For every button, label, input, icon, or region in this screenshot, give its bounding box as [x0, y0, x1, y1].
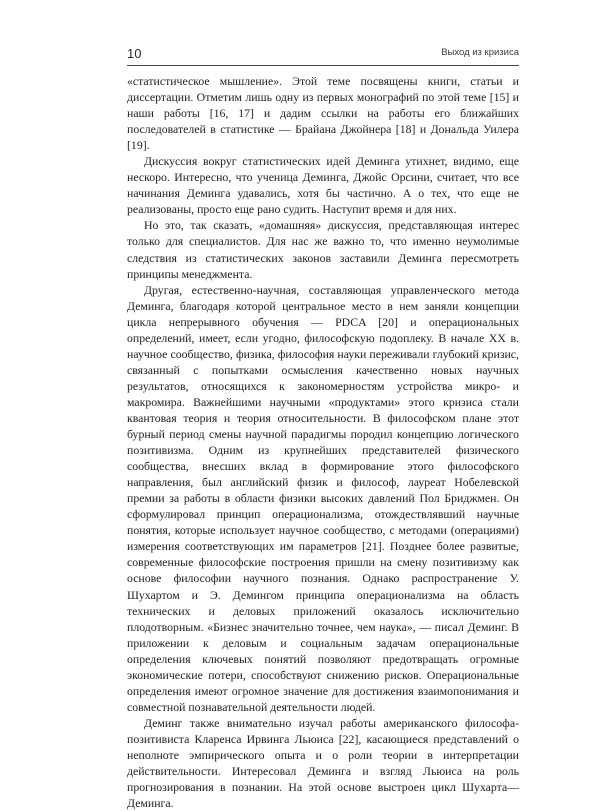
paragraph-3: Но это, так сказать, «домашняя» дискуссия, представляющая интерес только для специалистов. Для нас же важно то, что именно неумолимые следствия из статистических законов заставили Деминга пересмотреть принципы менеджмента.	[127, 218, 519, 281]
running-title: Выход из кризиса	[441, 47, 519, 58]
paragraph-1: «статистическое мышление». Этой теме посвящены книги, статьи и диссертации. Отметим лишь одну из первых монографий по этой теме [15] и наши работы [16, 17] и дадим ссылки на работы его ближайших последователей в статистике — Брайана Джойнера [18] и Дональда Уилера [19].	[127, 74, 519, 153]
paragraph-2: Дискуссия вокруг статистических идей Деминга утихнет, видимо, еще нескоро. Интересно, что ученица Деминга, Джойс Орсини, считает, что все начинания Деминга удавались, хотя бы частично. А о тех, что еще не реализованы, просто еще рано судить. Наступит время и для них.	[127, 154, 519, 217]
paragraph-4: Другая, естественно-научная, составляющая управленческого метода Деминга, благодаря которой центральное место в нем заняли концепции цикла непрерывного обучения — PDCA [20] и операциональных определений, имеет, если угодно, философскую подоплеку. В начале XX в. научное сообщество, физика, философия науки переживали глубокий кризис, связанный с попытками осмысления качественно новых научных результатов, относящихся к закономерностям устройства микро- и макромира. Важнейшими научными «продуктами» этого кризиса стали квантовая теория и теория относительности. В философском плане этот бурный период смены научной парадигмы породил концепцию логического позитивизма. Одним из крупнейших представителей физического сообщества, внесших вклад в формирование этого философского направления, был английский физик и философ, лауреат Нобелевской премии за работы в области физики высоких давлений Пол Бриджмен. Он сформулировал принцип операционализма, отождествлявший научные понятия, которые использует научное сообщество, с методами (операциями) измерения соответствующих им параметров [21]. Позднее более развитые, современные философские построения пришли на смену позитивизму как основе философии научного познания. Однако распространение У. Шухартом и Э. Демингом принципа операционализма на область технических и деловых приложений оказалось исключительно плодотворным. «Бизнес значительно точнее, чем наука», — писал Деминг. В приложении к деловым и социальным задачам операциональные определения ключевых понятий позволяют предотвращать огромные экономические потери, способствуют снижению рисков. Операциональные определения имеют огромное значение для достижения взаимопонимания и совместной познавательной деятельности людей.	[127, 282, 519, 714]
header-rule	[127, 65, 519, 66]
paragraph-5: Деминг также внимательно изучал работы американского философа-позитивиста Кларенса Ирвинга Льюиса [22], касающиеся представлений о неполноте эмпирического опыта и о роли теории в интерпретации действительности. Интересовал Деминга и взгляд Льюиса на роль прогнозирования в познании. На этой основе выстроен цикл Шухарта—Деминга.	[127, 715, 519, 811]
page-header	[127, 45, 519, 62]
page-number: 10	[127, 46, 142, 61]
page-body	[127, 73, 519, 811]
